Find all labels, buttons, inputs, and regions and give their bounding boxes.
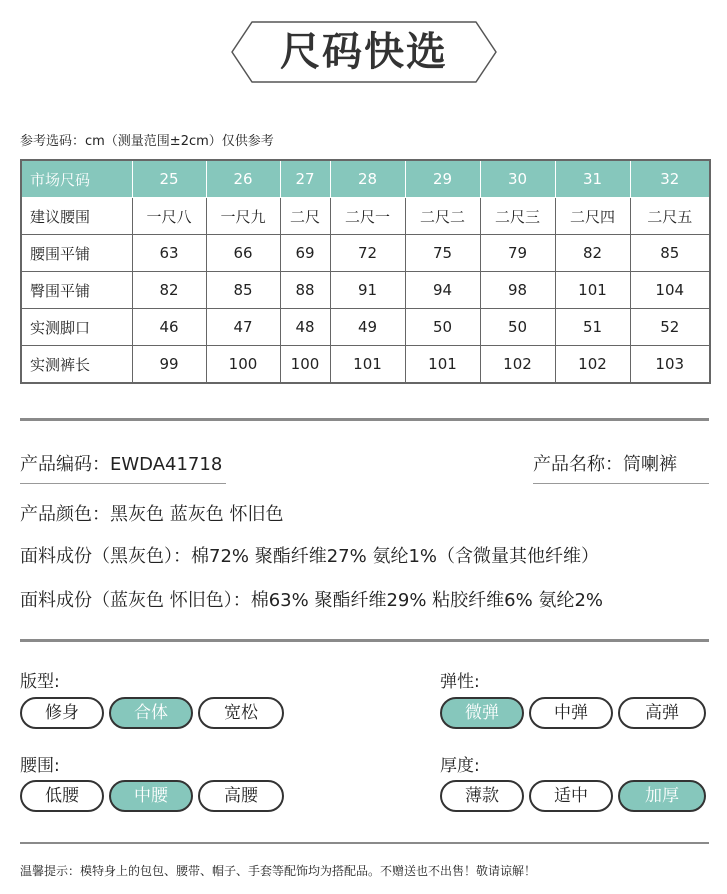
elasticity-label: 弹性: (440, 672, 480, 692)
size-cell: 32 (630, 160, 710, 198)
elasticity-option-medium[interactable]: 中弹 (529, 697, 613, 729)
row-label: 实测裤长 (21, 346, 132, 384)
title-badge (230, 20, 498, 84)
table-cell: 二尺四 (555, 198, 630, 235)
table-cell: 49 (330, 309, 405, 346)
table-cell: 82 (555, 235, 630, 272)
row-label: 建议腰围 (21, 198, 132, 235)
table-cell: 二尺三 (480, 198, 555, 235)
fit-label: 版型: (20, 672, 60, 692)
size-cell: 25 (132, 160, 206, 198)
table-cell: 102 (480, 346, 555, 384)
table-row (21, 309, 710, 346)
waist-option-low[interactable]: 低腰 (20, 780, 104, 812)
page-title: 尺码快选 (280, 29, 448, 75)
table-cell: 101 (330, 346, 405, 384)
size-note: 参考选码：cm（测量范围±2cm）仅供参考 (20, 134, 274, 149)
elasticity-option-high[interactable]: 高弹 (618, 697, 706, 729)
table-cell: 103 (630, 346, 710, 384)
size-table (20, 159, 711, 384)
size-cell: 31 (555, 160, 630, 198)
table-cell: 二尺一 (330, 198, 405, 235)
row-label: 腰围平铺 (21, 235, 132, 272)
table-cell: 二尺 (280, 198, 330, 235)
table-cell: 102 (555, 346, 630, 384)
table-cell: 二尺二 (405, 198, 480, 235)
footer-tip: 温馨提示：模特身上的包包、腰带、帽子、手套等配饰均为搭配品。不赠送也不出售！敬请谅解！ (20, 864, 537, 878)
fit-option-loose[interactable]: 宽松 (198, 697, 284, 729)
size-cell: 27 (280, 160, 330, 198)
table-cell: 72 (330, 235, 405, 272)
fit-option-regular[interactable]: 合体 (109, 697, 193, 729)
table-cell: 51 (555, 309, 630, 346)
section-divider (20, 418, 709, 421)
table-cell: 100 (206, 346, 280, 384)
table-cell: 52 (630, 309, 710, 346)
waist-option-high[interactable]: 高腰 (198, 780, 284, 812)
product-color: 产品颜色：黑灰色 蓝灰色 怀旧色 (20, 504, 284, 525)
size-cell: 26 (206, 160, 280, 198)
table-cell: 101 (405, 346, 480, 384)
table-cell: 100 (280, 346, 330, 384)
table-cell: 46 (132, 309, 206, 346)
fabric-line-2: 面料成份（蓝灰色 怀旧色）：棉63% 聚酯纤维29% 粘胶纤维6% 氨纶2% (20, 590, 604, 611)
table-cell: 一尺八 (132, 198, 206, 235)
section-divider (20, 639, 709, 642)
section-divider (20, 842, 709, 844)
table-cell: 104 (630, 272, 710, 309)
table-cell: 48 (280, 309, 330, 346)
table-cell: 50 (480, 309, 555, 346)
table-row (21, 346, 710, 384)
table-cell: 二尺五 (630, 198, 710, 235)
table-cell: 82 (132, 272, 206, 309)
table-cell: 47 (206, 309, 280, 346)
table-cell: 63 (132, 235, 206, 272)
thickness-option-thin[interactable]: 薄款 (440, 780, 524, 812)
header-cell: 市场尺码 (21, 160, 132, 198)
fabric-line-1: 面料成份（黑灰色）：棉72% 聚酯纤维27% 氨纶1%（含微量其他纤维） (20, 546, 600, 567)
table-cell: 50 (405, 309, 480, 346)
table-row (21, 235, 710, 272)
table-cell: 85 (206, 272, 280, 309)
table-cell: 98 (480, 272, 555, 309)
row-label: 臀围平铺 (21, 272, 132, 309)
table-header-row (21, 160, 710, 198)
table-cell: 99 (132, 346, 206, 384)
table-cell: 88 (280, 272, 330, 309)
size-cell: 28 (330, 160, 405, 198)
table-cell: 101 (555, 272, 630, 309)
waist-label: 腰围: (20, 756, 60, 776)
fit-option-slim[interactable]: 修身 (20, 697, 104, 729)
table-row (21, 272, 710, 309)
table-cell: 69 (280, 235, 330, 272)
table-cell: 91 (330, 272, 405, 309)
table-cell: 75 (405, 235, 480, 272)
table-row (21, 198, 710, 235)
product-name: 产品名称：筒喇裤 (533, 450, 709, 484)
table-cell: 66 (206, 235, 280, 272)
thickness-option-thick[interactable]: 加厚 (618, 780, 706, 812)
size-cell: 29 (405, 160, 480, 198)
table-cell: 94 (405, 272, 480, 309)
table-cell: 79 (480, 235, 555, 272)
thickness-option-medium[interactable]: 适中 (529, 780, 613, 812)
table-cell: 一尺九 (206, 198, 280, 235)
elasticity-option-slight[interactable]: 微弹 (440, 697, 524, 729)
table-cell: 85 (630, 235, 710, 272)
waist-option-mid[interactable]: 中腰 (109, 780, 193, 812)
row-label: 实测脚口 (21, 309, 132, 346)
thickness-label: 厚度: (440, 756, 480, 776)
size-cell: 30 (480, 160, 555, 198)
product-code: 产品编码：EWDA41718 (20, 450, 226, 484)
